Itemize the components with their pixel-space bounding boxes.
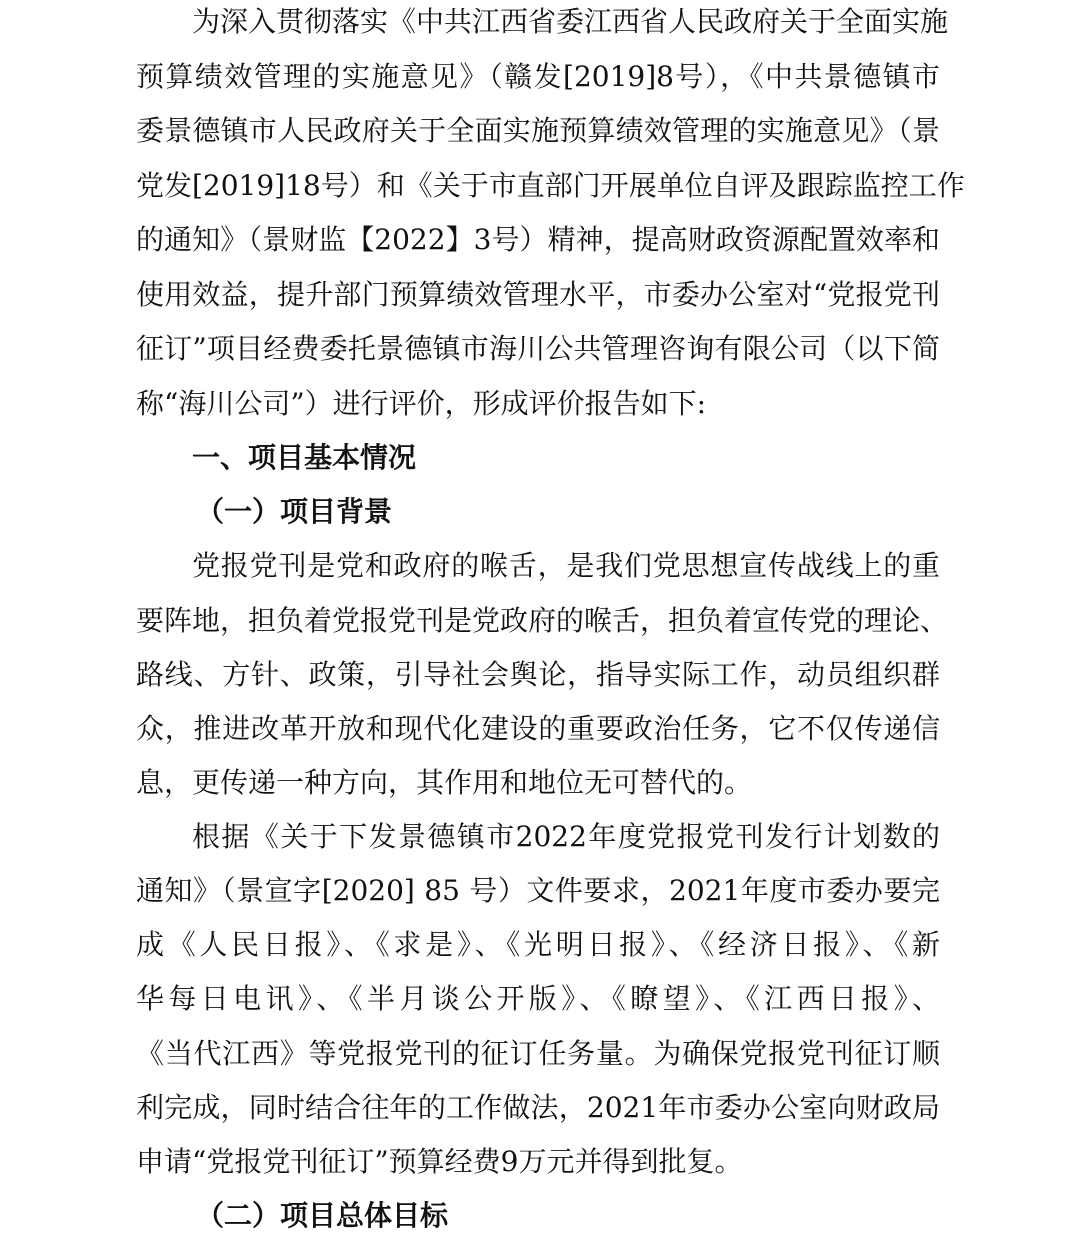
text-line: 称“海川公司”）进行评价，形成评价报告如下: xyxy=(136,387,707,420)
text-line: 征订”项目经费委托景德镇市海川公共管理咨询有限公司（以下简 xyxy=(136,332,940,365)
text-line: 党报党刊是党和政府的喉舌，是我们党思想宣传战线上的重 xyxy=(192,549,940,582)
text-line: 使用效益，提升部门预算绩效管理水平，市委办公室对“党报党刊 xyxy=(136,278,940,311)
section-heading: 一、项目基本情况 xyxy=(192,441,417,474)
text-line: 党发[2019]18号）和《关于市直部门开展单位自评及跟踪监控工作 xyxy=(136,169,965,202)
text-line: 众，推进改革开放和现代化建设的重要政治任务，它不仅传递信 xyxy=(136,712,940,745)
text-line: 成《人民日报》、《求是》、《光明日报》、《经济日报》、《新 xyxy=(136,928,940,961)
text-line: 要阵地，担负着党报党刊是党政府的喉舌，担负着宣传党的理论、 xyxy=(136,604,949,637)
text-line: 息，更传递一种方向，其作用和地位无可替代的。 xyxy=(136,766,753,799)
text-line: 通知》（景宣字[2020] 85 号）文件要求，2021年度市委办要完 xyxy=(136,874,940,907)
text-line: 为深入贯彻落实《中共江西省委江西省人民政府关于全面实施 xyxy=(192,5,949,38)
text-line: 利完成，同时结合往年的工作做法，2021年市委办公室向财政局 xyxy=(136,1091,940,1124)
subsection-heading: （一）项目背景 xyxy=(196,495,393,528)
text-line: 路线、方针、政策，引导社会舆论，指导实际工作，动员组织群 xyxy=(136,658,940,691)
text-line: 申请“党报党刊征订”预算经费9万元并得到批复。 xyxy=(136,1145,743,1178)
text-line: 根据《关于下发景德镇市2022年度党报党刊发行计划数的 xyxy=(192,820,940,853)
text-line: 华每日电讯》、《半月谈公开版》、《瞭望》、《江西日报》、 xyxy=(136,982,940,1015)
text-line: 《当代江西》等党报党刊的征订任务量。为确保党报党刊征订顺 xyxy=(136,1037,940,1070)
text-line: 的通知》（景财监【2022】3号）精神，提高财政资源配置效率和 xyxy=(136,223,940,256)
text-line: 预算绩效管理的实施意见》（赣发[2019]8号），《中共景德镇市 xyxy=(136,60,940,93)
subsection-heading: （二）项目总体目标 xyxy=(196,1199,449,1232)
text-line: 委景德镇市人民政府关于全面实施预算绩效管理的实施意见》（景 xyxy=(136,114,940,147)
